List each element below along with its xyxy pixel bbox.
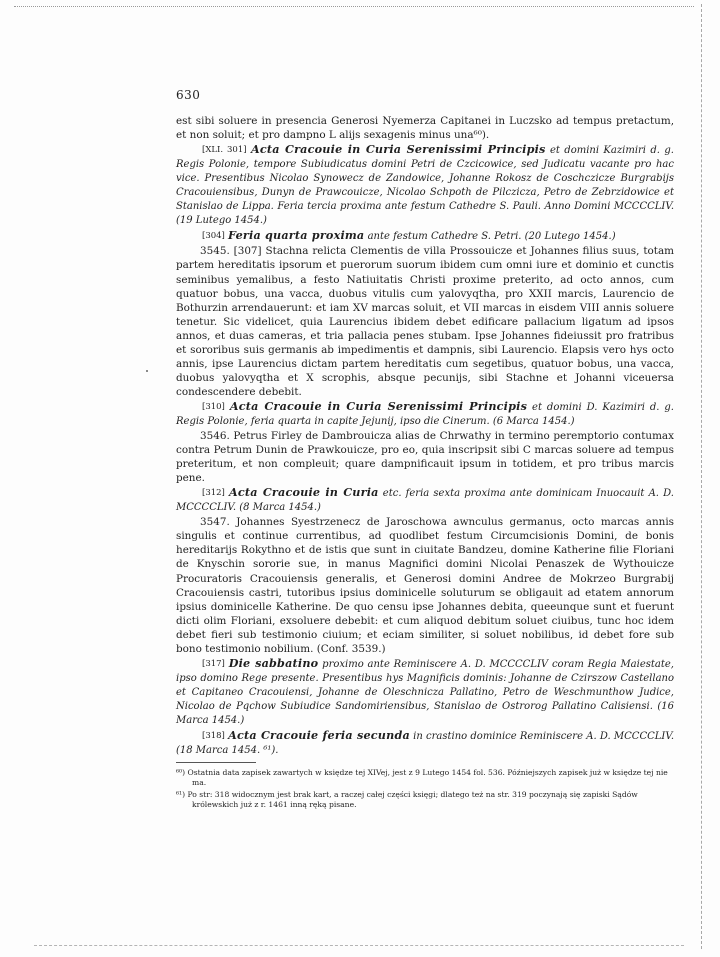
footnote-61: ⁶¹) Po str: 318 widocznym jest brak kart, a raczej całej części księgi; dlatego też na str. 319 poczynają się zapiski Sądów królewskich już z r. 1461 inną ręką pisane. (176, 789, 638, 810)
footnote-60: ⁶⁰) Ostatnia data zapisek zawartych w księdze tej XIVej, jest z 9 Lutego 1454 fol. 536. Późniejszych zapisek już w księdze tej nie ma. (176, 768, 668, 788)
session-heading: Acta Cracouie in Curia (229, 485, 379, 500)
entry-number: 3545. [307] (200, 245, 262, 258)
scan-edge-right (701, 4, 702, 949)
entry-heading-xli-301: [XLI. 301] Acta Cracouie in Curia Serenissimi Principis et domini Kazimiri d. g. Regis Polonie, tempore Subiudicatus domini Petri de Czcicowice, sed Judicatu vacante pro hac vice. Presentibus Nicolao Synowecz de Zandowice, Johanne Rokosz de Coschczicze Burgrabijs Cracouiensibus, Dunyn de Prawcouicze, Nicolao Schpoth de Pilczicza, Petro de Zebrzidowice et Stanislao de Lippa. Feria tercia proxima ante festum Cathedre S. Pauli. Anno Domini MCCCCLIV. (19 Lutego 1454.) (176, 142, 674, 227)
scan-speck (146, 370, 148, 372)
page-body (176, 114, 674, 758)
entry-heading-317: [317] Die sabbatino proximo ante Reminiscere A. D. MCCCCLIV coram Regia Maiestate, ipso domino Rege presente. Presentibus hys Magnificis dominis: Johanne de Czirszow Castellano et Capitaneo Cracouiensi, Johanne de Oleschnicza Pallatino, Petro de Weschmunthow Judice, Nicolao de Pqchow Subiudice Sandomiriensibus, Stanislao de Ostrorog Pallatino Calisiensi. (16 Marca 1454.) (176, 655, 674, 726)
entry-3546: 3546. Petrus Firley de Dambrouicza alias de Chrwathy in termino peremptorio contumax contra Petrum Dunin de Prawkouicze, pro eo, quia inscripsit sibi C marcas soluere ad tempus preteritum, et non compleuit; quare dampnificauit ipsum in totidem, et pro tribus marcis pene. (176, 430, 674, 485)
entry-heading-318: [318] Acta Cracouie feria secunda in crastino dominice Reminiscere A. D. MCCCCLIV. (18 Marca 1454. ⁶¹). (176, 728, 674, 757)
footnote-rule (176, 762, 256, 763)
entry-heading-304: [304] Feria quarta proxima ante festum Cathedre S. Petri. (20 Lutego 1454.) (202, 228, 616, 243)
scan-edge-top (14, 6, 694, 7)
entry-heading-310: [310] Acta Cracouie in Curia Serenissimi Principis et domini D. Kazimiri d. g. Regis Polonie, feria quarta in capite Jejunij, ipso die Cinerum. (6 Marca 1454.) (176, 398, 674, 427)
entry-3545: 3545. [307] Stachna relicta Clementis de villa Prossouicze et Johannes filius suus, totam partem hereditatis ipsorum et puerorum suorum ibidem cum omni iure et dominio et cunctis seminibus yemalibus, a festo Natiuitatis Christi proxime preterito, ad octo annos, cum quatuor bobus, una vacca, duobus vitulis cum yalovyqtha, pro XXII marcis, Laurencio de Bothurzin arrendauerunt: et iam XV marcas soluit, et VII marcas in eisdem VIII annis soluere tenetur. Sic videlicet, quia Laurencius ibidem debet edificare pallacium ligatum ad ipsos annos, et duas cameras, et tria pallacia penes stubam. Ipse Johannes fideiussit pro fratribus et sororibus suis germanis ab impedimentis et dampnis, sibi Laurencio. Elapsis vero hys octo annis, ipse Laurencius dictam partem hereditatis cum segetibus, quatuor bobus, una vacca, duobus yalovyqtha et X scrophis, absque pecunijs, sibi Stachne et Johanni viceuersa condescendere debebit. (176, 245, 674, 398)
session-heading: Feria quarta proxima (228, 228, 365, 243)
session-heading: Acta Cracouie feria secunda (228, 728, 410, 743)
entry-number: 3547. (200, 516, 230, 529)
footnotes (176, 768, 674, 812)
entry-3547: 3547. Johannes Syestrzenecz de Jaroschowa awnculus germanus, octo marcas annis singulis et continue currentibus, ad quodlibet festum Circumcisionis Domini, de bonis hereditarijs Rokythno et de istis que sunt in ciuitate Bandzeu, domine Katherine filie Floriani de Knyschin sororie sue, in manus Magnifici domini Nicolai Penaszek de Wythouicze Procuratoris Cracouiensis generalis, et Generosi domini Andree de Mokrzeo Burgrabij Cracouiensis castri, tutoribus ipsius dominicelle soluturum se obligauit ad etatem annorum ipsius dominicelle Katherine. De quo censu ipse Johannes debita, queeunque sunt et fuerunt dicti olim Floriani, exsoluere debebit: et cum aliquod debitum soluet ciuibus, tunc hoc idem debet fieri sub testimonio ciuium; et eciam similiter, si soluet nobilibus, id debet fore sub bono testimonio nobilium. (Conf. 3539.) (176, 516, 674, 655)
session-heading: Die sabbatino (228, 655, 319, 670)
scan-edge-bottom (34, 945, 684, 946)
page-number: 630 (176, 88, 201, 102)
session-heading: Acta Cracouie in Curia Serenissimi Principis (250, 142, 546, 157)
session-heading: Acta Cracouie in Curia Serenissimi Principis (229, 398, 528, 413)
paragraph-continuation: est sibi soluere in presencia Generosi Nyemerza Capitanei in Luczsko ad tempus pretactum, et non soluit; et pro dampno L alijs sexagenis minus una⁶⁰). (176, 115, 674, 142)
entry-number: 3546. (200, 430, 230, 443)
entry-heading-312: [312] Acta Cracouie in Curia etc. feria sexta proxima ante dominicam Inuocauit A. D. MCCCCLIV. (8 Marca 1454.) (176, 485, 674, 514)
